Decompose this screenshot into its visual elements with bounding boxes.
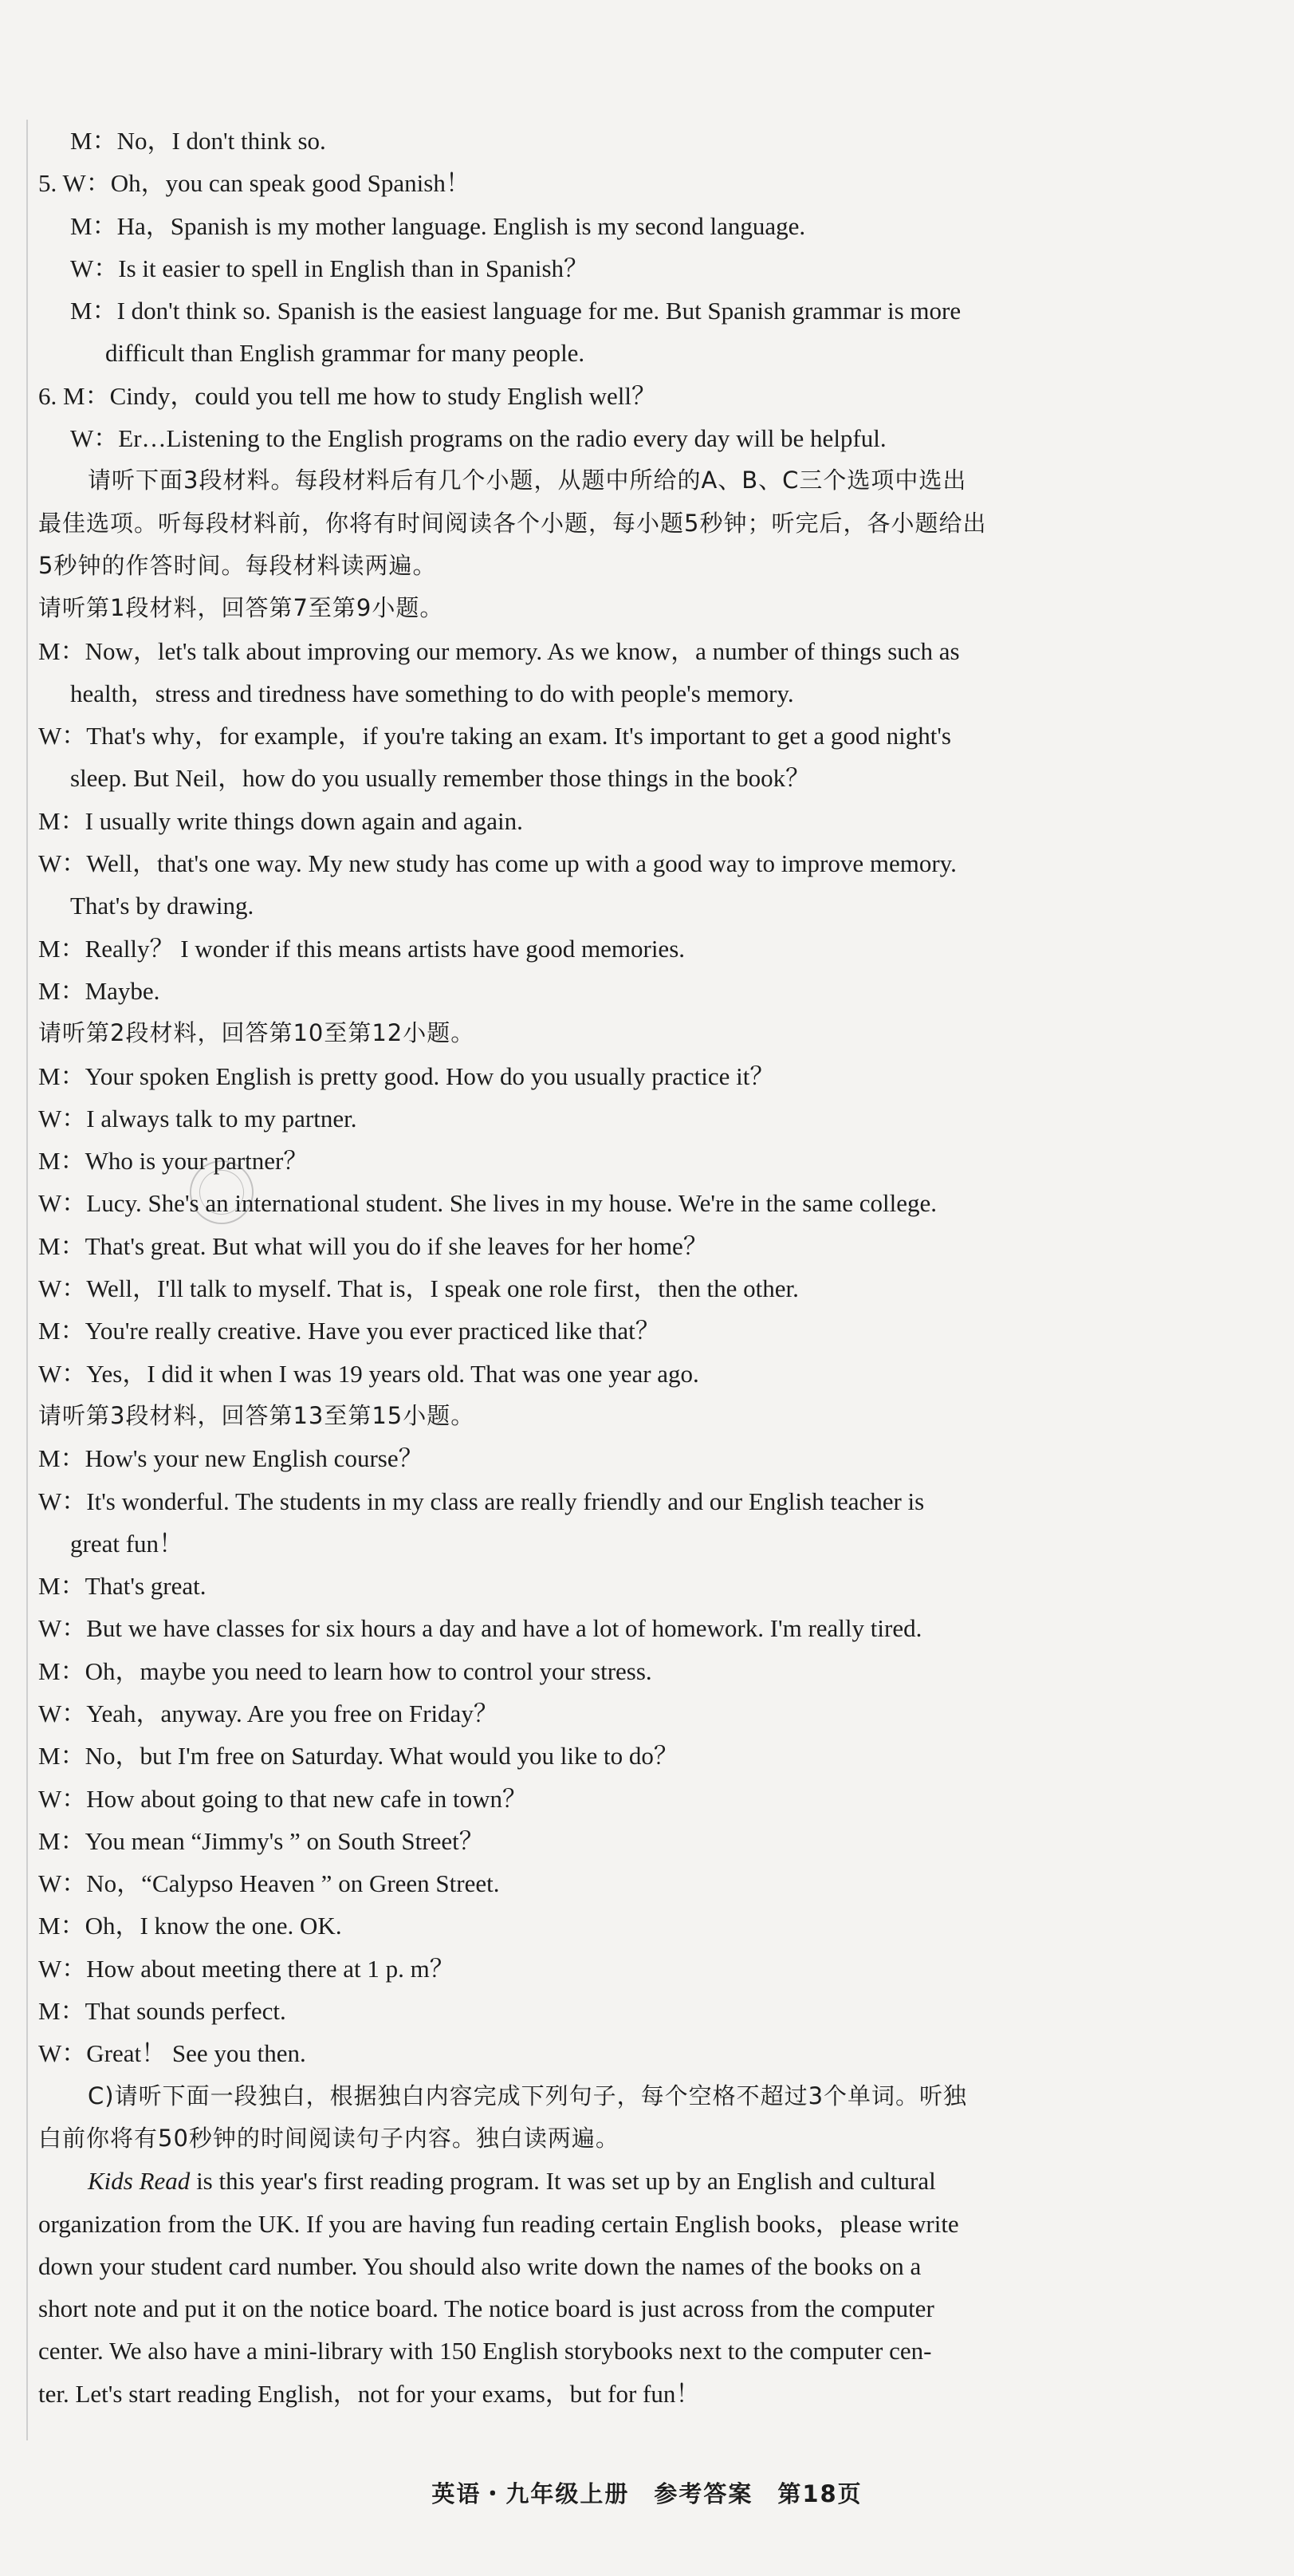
text-line: W：Great！ See you then. <box>38 2039 306 2068</box>
text-line: W：Yes，I did it when I was 19 years old. That was one year ago. <box>38 1359 699 1388</box>
text-line: W：How about meeting there at 1 p. m？ <box>38 1954 454 1983</box>
text-line: M：That's great. <box>38 1572 206 1601</box>
text-line: 请听下面3段材料。每段材料后有几个小题，从题中所给的A、B、C三个选项中选出 <box>88 467 967 494</box>
text-line: That's by drawing. <box>70 892 254 920</box>
text-line: M：Ha，Spanish is my mother language. English is my second language. <box>70 211 806 240</box>
text-line: 白前你将有50秒钟的时间阅读句子内容。独白读两遍。 <box>38 2124 619 2152</box>
text-line: W：No，“Calypso Heaven ” on Green Street. <box>38 1869 500 1898</box>
text-line: 请听第3段材料，回答第13至第15小题。 <box>38 1401 475 1429</box>
text-line: difficult than English grammar for many people. <box>105 339 585 368</box>
text-line: M：You mean “Jimmy's ” on South Street？ <box>38 1826 484 1855</box>
passage-line: organization from the UK. If you are having fun reading certain English books，please write <box>38 2209 959 2238</box>
text-line: M：Really？ I wonder if this means artists have good memories. <box>38 934 686 963</box>
text-line: M：Oh，I know the one. OK. <box>38 1912 342 1940</box>
text-line: great fun！ <box>70 1529 184 1558</box>
text-line: W：I always talk to my partner. <box>38 1104 357 1132</box>
text-line: 请听第2段材料，回答第10至第12小题。 <box>38 1019 475 1047</box>
passage-first-line <box>38 2160 1119 2202</box>
text-line: W：Yeah，anyway. Are you free on Friday？ <box>38 1699 498 1727</box>
passage-title: Kids Read <box>88 2167 191 2196</box>
text-line: M：How's your new English course？ <box>38 1444 423 1473</box>
text-line: 请听第1段材料，回答第7至第9小题。 <box>38 594 444 622</box>
passage-line: center. We also have a mini-library with 150 English storybooks next to the computer cen- <box>38 2337 932 2365</box>
text-line: W：It's wonderful. The students in my class are really friendly and our English teacher is <box>38 1487 925 1515</box>
text-line: W：Is it easier to spell in English than in Spanish？ <box>70 254 589 282</box>
passage-text: is this year's first reading program. It was set up by an English and cultural <box>190 2167 936 2196</box>
text-line: 最佳选项。听每段材料前，你将有时间阅读各个小题，每小题5秒钟；听完后，各小题给出 <box>38 509 987 537</box>
text-line: 5. W：Oh，you can speak good Spanish！ <box>38 169 470 198</box>
text-line: health，stress and tiredness have something to do with people's memory. <box>70 679 794 707</box>
text-line: M：That's great. But what will you do if she leaves for her home？ <box>38 1231 708 1260</box>
text-line: M：I don't think so. Spanish is the easiest language for me. But Spanish grammar is more <box>70 297 962 325</box>
text-line: M：I usually write things down again and again. <box>38 806 523 835</box>
text-line: W：Well，I'll talk to myself. That is，I speak one role first，then the other. <box>38 1274 799 1303</box>
transcript-body <box>38 120 1119 2415</box>
passage-line: down your student card number. You should also write down the names of the books on a <box>38 2251 922 2280</box>
text-line: W：Lucy. She's an international student. She lives in my house. We're in the same college. <box>38 1189 937 1218</box>
text-line: M：No，I don't think so. <box>70 127 326 155</box>
text-line: W：Well，that's one way. My new study has come up with a good way to improve memory. <box>38 849 957 878</box>
text-line: M：Your spoken English is pretty good. How do you usually practice it？ <box>38 1062 775 1090</box>
text-line: C)请听下面一段独白，根据独白内容完成下列句子，每个空格不超过3个单词。听独 <box>88 2082 968 2109</box>
text-line: 6. M：Cindy，could you tell me how to study English well？ <box>38 381 656 410</box>
text-line: 5秒钟的作答时间。每段材料读两遍。 <box>38 551 437 579</box>
text-line: W：That's why，for example，if you're taking an exam. It's important to get a good night's <box>38 722 951 750</box>
text-line: M：Maybe. <box>38 976 160 1005</box>
text-line: W：But we have classes for six hours a day and have a lot of homework. I'm really tired. <box>38 1614 922 1643</box>
page-footer: 英语・九年级上册 参考答案 第18页 <box>431 2480 863 2507</box>
text-line: M：You're really creative. Have you ever practiced like that？ <box>38 1317 660 1345</box>
left-margin-line <box>26 120 28 2440</box>
text-line: M：Who is your partner？ <box>38 1147 309 1176</box>
text-line: M：That sounds perfect. <box>38 1997 286 2026</box>
text-line: sleep. But Neil，how do you usually remember those things in the book？ <box>70 764 811 793</box>
text-line: W：Er…Listening to the English programs on the radio every day will be helpful. <box>70 424 887 453</box>
text-line: W：How about going to that new cafe in town？ <box>38 1784 527 1813</box>
text-line: M：No，but I'm free on Saturday. What would you like to do？ <box>38 1742 678 1771</box>
text-line: M：Now，let's talk about improving our memory. As we know，a number of things such as <box>38 636 960 665</box>
passage-line: ter. Let's start reading English，not for your exams，but for fun！ <box>38 2379 701 2408</box>
passage-line: short note and put it on the notice board. The notice board is just across from the computer <box>38 2294 934 2323</box>
text-line: M：Oh，maybe you need to learn how to control your stress. <box>38 1656 652 1685</box>
